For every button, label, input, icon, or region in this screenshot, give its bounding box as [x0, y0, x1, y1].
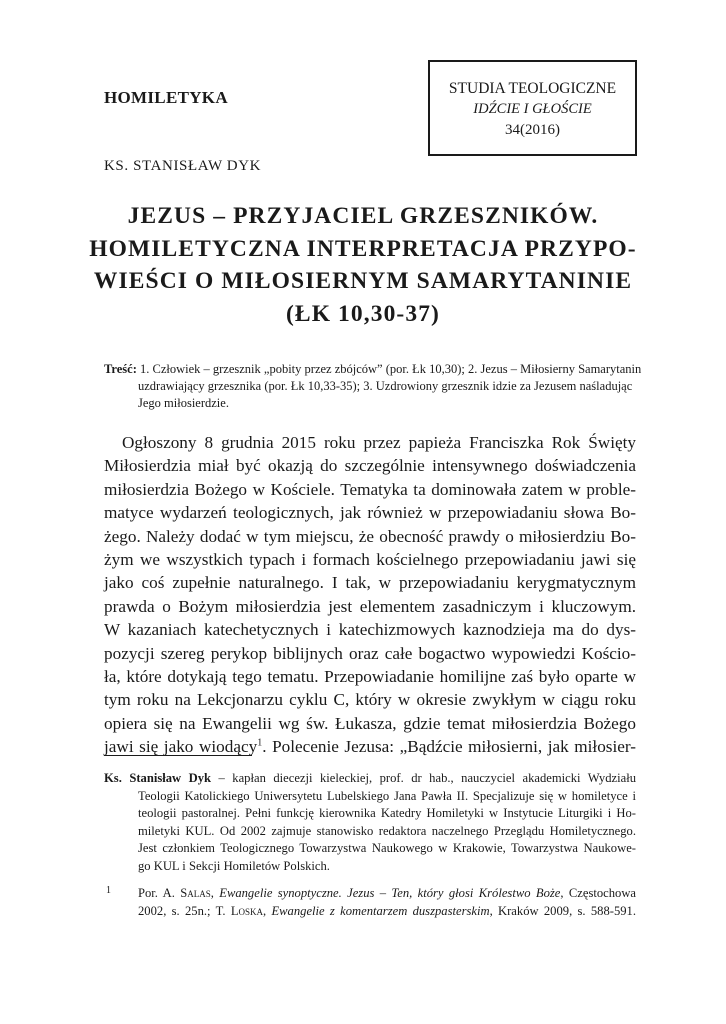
footnote-text: ,: [263, 904, 272, 918]
footnote-author-name: Ks. Stanisław Dyk: [104, 771, 212, 785]
journal-issue: 34(2016): [505, 122, 560, 138]
body-line: jako coś zupełnie naturalnego. I tak, w przepowiadaniu kerygmatycznym: [104, 573, 636, 593]
body-line: ła, które dotykają tego tematu. Przepowiadanie homilijne zaś było oparte w: [104, 666, 636, 686]
body-line: miłosierdzia Bożego w Kościele. Tematyka ta dominowała zatem w proble-: [104, 479, 636, 499]
body-text-span: jawi się jako wiodący: [104, 737, 258, 757]
footnote-line: Teologii Katolickiego Uniwersytetu Lubelskiego Jana Pawła II. Specjalizuje się w homiletyce i: [138, 788, 636, 803]
body-line: żego. Należy dodać w tym miejscu, że obecność prawdy o miłosierdziu Bo-: [104, 526, 636, 546]
journal-box: [428, 60, 637, 156]
footnote-divider: [104, 755, 252, 756]
footnote-text: , Częstochowa: [560, 886, 637, 900]
footnote-text: 2002, s. 25n.; T.: [138, 904, 231, 918]
journal-name: STUDIA TEOLOGICZNE: [448, 80, 617, 97]
footnote-text: Por. A.: [138, 886, 181, 900]
title-line: HOMILETYCZNA INTERPRETACJA PRZYPO-: [89, 235, 637, 262]
title-line: (ŁK 10,30-37): [286, 300, 440, 327]
author-name: KS. STANISŁAW DYK: [104, 158, 262, 174]
footnote-text: – kapłan diecezji kieleckiej, prof. dr hab., nauczyciel akademicki Wydziału: [211, 771, 636, 785]
footnote-line: teologii pastoralnej. Pełni funkcję kierownika Katedry Homiletyki w Instytucie Liturgiki i Ho-: [138, 806, 636, 821]
footnote-line: Jest członkiem Teologicznego Towarzystwa Naukowego w Krakowie, Towarzystwa Naukowe-: [138, 841, 636, 856]
footnote-ref[interactable]: 1: [257, 737, 263, 749]
body-line: Ogłoszony 8 grudnia 2015 roku przez papieża Franciszka Rok Święty: [122, 433, 636, 452]
footnote-number: 1: [106, 885, 111, 896]
cited-title: Ewangelie z komentarzem duszpasterskim: [271, 904, 490, 918]
footnote-line: go KUL i Sekcji Homiletów Polskich.: [138, 858, 330, 873]
section-label: HOMILETYKA: [104, 88, 228, 107]
body-line: Miłosierdzia miał być okazją do szczególnie intensywnego doświadczenia: [104, 456, 636, 476]
footnote-1: [104, 884, 636, 920]
body-line: żym we wszystkich typach i formach kościelnego przepowiadaniu jawi się: [104, 549, 636, 569]
cited-title: Ewangelie synoptyczne. Jezus – Ten, który głosi Królestwo Boże: [219, 886, 561, 900]
footnote-text: ,: [210, 886, 220, 900]
author-footnote: [104, 770, 636, 876]
toc-line: Jego miłosierdzie.: [138, 396, 229, 410]
cited-author: Loska: [230, 904, 264, 918]
body-line: tym roku na Lekcjonarzu cyklu C, który w okresie zwykłym w ciągu roku: [104, 690, 636, 710]
cited-author: Salas: [180, 886, 211, 900]
journal-subtitle: IDŹCIE I GŁOŚCIE: [473, 101, 592, 117]
footnote-line: miletyki KUL. Od 2002 zajmuje stanowisko redaktora naczelnego Przeglądu Homiletycznego.: [138, 823, 636, 838]
body-line: W kazaniach katechetycznych i katechizmowych kaznodzieja ma do dys-: [104, 620, 636, 640]
body-text-span: . Polecenie Jezusa: „Bądźcie miłosierni, jak miłosier-: [262, 737, 636, 757]
title-line: WIEŚCI O MIŁOSIERNYM SAMARYTANINIE: [93, 268, 633, 294]
table-of-contents: [104, 361, 642, 412]
body-paragraph: [104, 431, 636, 758]
body-line: pozycji szereg perykop biblijnych oraz całe bogactwo wypowiedzi Kościo-: [104, 643, 636, 663]
article-title: [80, 200, 646, 330]
body-line: matyce wydarzeń teologicznych, jak również w przepowiadaniu słowa Bo-: [104, 503, 636, 523]
body-line: opiera się na Ewangelii wg św. Łukasza, gdzie temat miłosierdzia Bożego: [104, 713, 636, 733]
toc-line: uzdrawiający grzesznika (por. Łk 10,33-35); 3. Uzdrowiony grzesznik idzie za Jezusem naśladując: [138, 379, 633, 393]
footnote-text: , Kraków 2009, s. 588-591.: [489, 904, 636, 918]
toc-line: 1. Człowiek – grzesznik „pobity przez zbójców” (por. Łk 10,30); 2. Jezus – Miłosierny Samarytanin: [139, 362, 642, 376]
body-line: prawda o Bożym miłosierdzia jest elementem zasadniczym i kluczowym.: [104, 596, 636, 616]
title-line: JEZUS – PRZYJACIEL GRZESZNIKÓW.: [127, 203, 599, 229]
toc-label: Treść:: [104, 362, 137, 376]
